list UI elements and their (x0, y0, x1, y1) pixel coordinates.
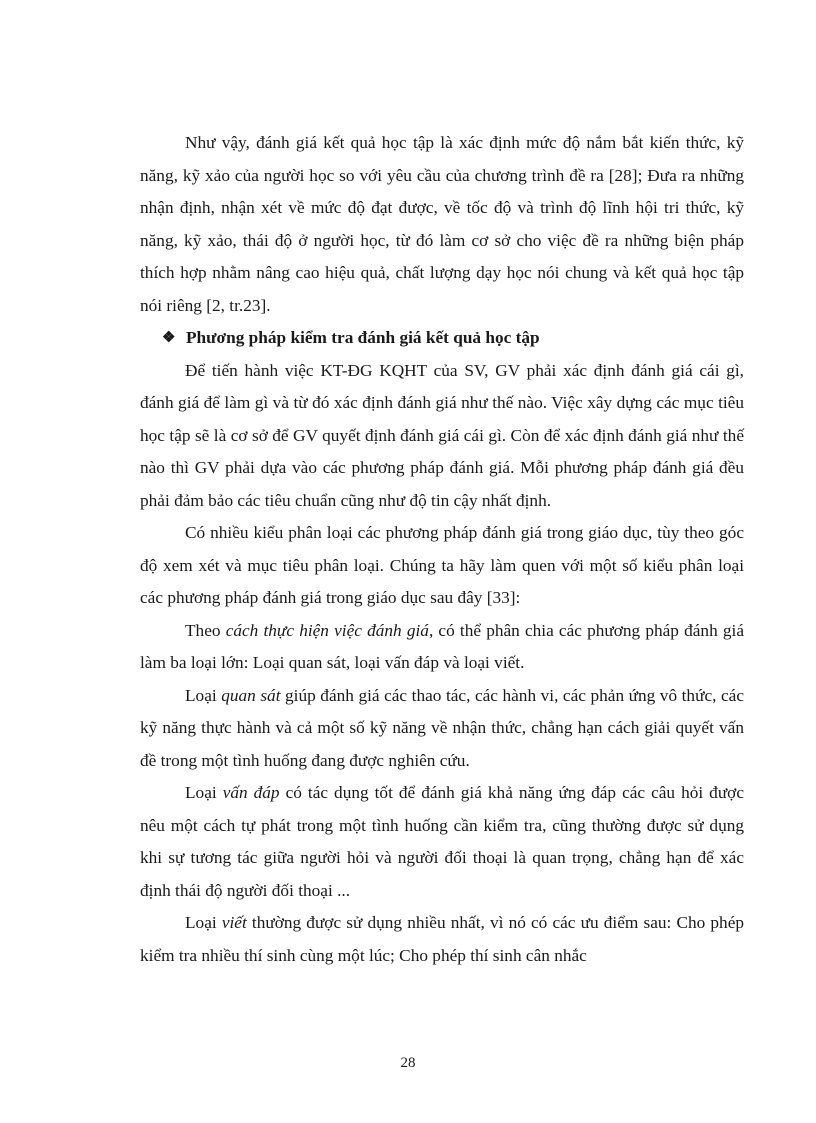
text-run: có tác dụng tốt để đánh giá khả năng ứng đáp các câu hỏi được nêu một cách tự phát trong một tình huống cần kiểm tra, cũng thường được sử dụng khi sự tương tác giữa người hỏi và người đối thoại là quan trọng, chẳng hạn để xác định thái độ người đối thoại ... (140, 783, 744, 900)
text-run: , có thể phân chia các phương pháp đánh giá làm ba loại lớn: Loại quan sát, loại vấn đáp và loại viết. (140, 620, 744, 672)
diamond-bullet-icon: ❖ (162, 330, 176, 346)
paragraph-written (140, 907, 744, 972)
section-heading-text: Phương pháp kiểm tra đánh giá kết quả học tập (186, 328, 540, 347)
paragraph-oral (140, 777, 744, 907)
paragraph-observation (140, 680, 744, 778)
text-run: thường được sử dụng nhiều nhất, vì nó có các ưu điểm sau: Cho phép kiểm tra nhiều thí sinh cùng một lúc; Cho phép thí sinh cân nhắc (140, 913, 745, 965)
italic-term: cách thực hiện việc đánh giá (225, 620, 429, 640)
italic-term: vấn đáp (222, 783, 280, 802)
text-run: giúp đánh giá các thao tác, các hành vi, các phản ứng vô thức, các kỹ năng thực hành và cả một số kỹ năng về nhận thức, chẳng hạn cách giải quyết vấn đề trong một tình huống đang được nghiên cứu. (140, 685, 744, 770)
paragraph-classification-intro: Có nhiều kiểu phân loại các phương pháp đánh giá trong giáo dục, tùy theo góc độ xem xét và mục tiêu phân loại. Chúng ta hãy làm quen với một số kiểu phân loại các phương pháp đánh giá trong giáo dục sau đây [33]: (140, 523, 744, 607)
text-run: Loại (185, 783, 223, 802)
italic-term: viết (221, 913, 247, 932)
page-number: 28 (400, 1055, 416, 1071)
section-heading (140, 322, 744, 355)
page-body (140, 127, 744, 972)
text-run: Loại (185, 913, 222, 932)
paragraph-assessment-definition: Như vậy, đánh giá kết quả học tập là xác định mức độ nắm bắt kiến thức, kỹ năng, kỹ xảo của người học so với yêu cầu của chương trình đề ra [28]; Đưa ra những nhận định, nhận xét về mức độ đạt được, về tốc độ và trình độ lĩnh hội tri thức, kỹ năng, kỹ xảo, thái độ ở người học, từ đó làm cơ sở cho việc đề ra những biện pháp thích hợp nhằm nâng cao hiệu quả, chất lượng dạy học nói chung và kết quả học tập nói riêng [2, tr.23]. (140, 133, 744, 315)
paragraph-assessment-process: Để tiến hành việc KT-ĐG KQHT của SV, GV phải xác định đánh giá cái gì, đánh giá để làm gì và từ đó xác định đánh giá như thế nào. Việc xây dựng các mục tiêu học tập sẽ là cơ sở để GV quyết định đánh giá cái gì. Còn để xác định đánh giá như thế nào thì GV phải dựa vào các phương pháp đánh giá. Mỗi phương pháp đánh giá đều phải đảm bảo các tiêu chuẩn cũng như độ tin cậy nhất định. (140, 360, 744, 510)
text-run: Theo (185, 620, 226, 640)
paragraph-method-types (140, 615, 744, 680)
text-run: Loại (185, 685, 222, 705)
italic-term: quan sát (221, 685, 281, 705)
